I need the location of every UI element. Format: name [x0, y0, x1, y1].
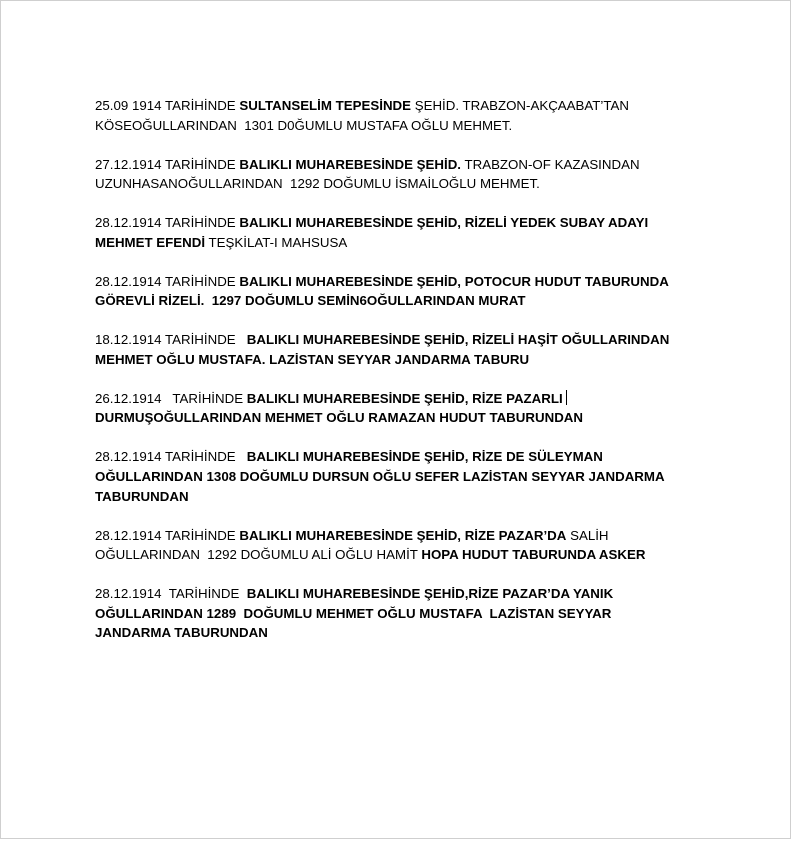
- text-run: TEŞKİLAT-I MAHSUSA: [205, 234, 348, 250]
- text-run: ŞEHİD. TRABZON-AKÇAABAT’TAN KÖSEOĞULLARINDAN 1301 D0ĞUMLU MUSTAFA OĞLU MEHMET.: [95, 98, 629, 133]
- paragraph: [95, 330, 705, 369]
- paragraph: [95, 526, 705, 565]
- bold-text-run: BALIKLI MUHAREBESİNDE ŞEHİD, RİZELİ YEDEK SUBAY ADAYI MEHMET EFENDİ: [95, 215, 649, 250]
- paragraph: [95, 447, 705, 506]
- text-run: 28.12.1914 TARİHİNDE: [95, 215, 240, 231]
- bold-text-run: SULTANSELİM TEPESİNDE: [239, 98, 412, 113]
- text-run: 25.09 1914 TARİHİNDE: [95, 98, 240, 113]
- paragraph: [95, 213, 705, 252]
- text-run: 27.12.1914 TARİHİNDE: [95, 156, 240, 172]
- bold-text-run: BALIKLI MUHAREBESİNDE ŞEHİD, RİZE DE SÜLEYMAN OĞULLARINDAN 1308 DOĞUMLU DURSUN OĞLU SEFER LAZİSTAN SEYYAR JANDARMA TABURUNDAN: [95, 449, 665, 504]
- bold-text-run: BALIKLI MUHAREBESİNDE ŞEHİD, RİZE PAZARLI: [246, 390, 563, 406]
- bold-text-run: BALIKLI MUHAREBESİNDE ŞEHİD.: [239, 156, 462, 172]
- text-run: 26.12.1914 TARİHİNDE: [95, 390, 247, 406]
- paragraph: [95, 96, 705, 135]
- paragraph: [95, 155, 705, 194]
- bold-text-run: BALIKLI MUHAREBESİNDE ŞEHİD, RİZELİ HAŞİT OĞULLARINDAN MEHMET OĞLU MUSTAFA. LAZİSTAN SEYYAR JANDARMA TABURU: [95, 332, 670, 367]
- paragraph: [95, 272, 705, 311]
- text-run: 18.12.1914 TARİHİNDE: [95, 332, 247, 348]
- text-run: TRABZON-OF KAZASINDAN UZUNHASANOĞULLARINDAN 1292 DOĞUMLU İSMAİLOĞLU MEHMET.: [95, 156, 640, 192]
- text-run: 28.12.1914 TARİHİNDE: [95, 527, 240, 543]
- bold-text-run: BALIKLI MUHAREBESİNDE ŞEHİD, RİZE PAZAR’DA: [239, 527, 567, 543]
- bold-text-run: DURMUŞOĞULLARINDAN MEHMET OĞLU RAMAZAN HUDUT TABURUNDAN: [95, 410, 583, 426]
- text-run: 28.12.1914 TARİHİNDE: [95, 449, 247, 465]
- bold-text-run: HOPA HUDUT TABURUNDA ASKER: [421, 547, 646, 563]
- paragraph: [95, 389, 705, 428]
- bold-text-run: BALIKLI MUHAREBESİNDE ŞEHİD, POTOCUR HUDUT TABURUNDA GÖREVLİ RİZELİ. 1297 DOĞUMLU SEMİN6OĞULLARINDAN MURAT: [95, 273, 669, 309]
- text-run: 28.12.1914 TARİHİNDE: [95, 586, 247, 602]
- text-cursor: [566, 390, 567, 405]
- document-body[interactable]: [95, 96, 705, 662]
- text-run: 28.12.1914 TARİHİNDE: [95, 273, 240, 289]
- bold-text-run: BALIKLI MUHAREBESİNDE ŞEHİD,RİZE PAZAR’DA YANIK OĞULLARINDAN 1289 DOĞUMLU MEHMET OĞLU MUSTAFA LAZİSTAN SEYYAR JANDARMA TABURUNDAN: [95, 586, 614, 641]
- paragraph: [95, 584, 705, 643]
- text-run: SALİH OĞULLARINDAN 1292 DOĞUMLU ALİ OĞLU HAMİT: [95, 527, 609, 563]
